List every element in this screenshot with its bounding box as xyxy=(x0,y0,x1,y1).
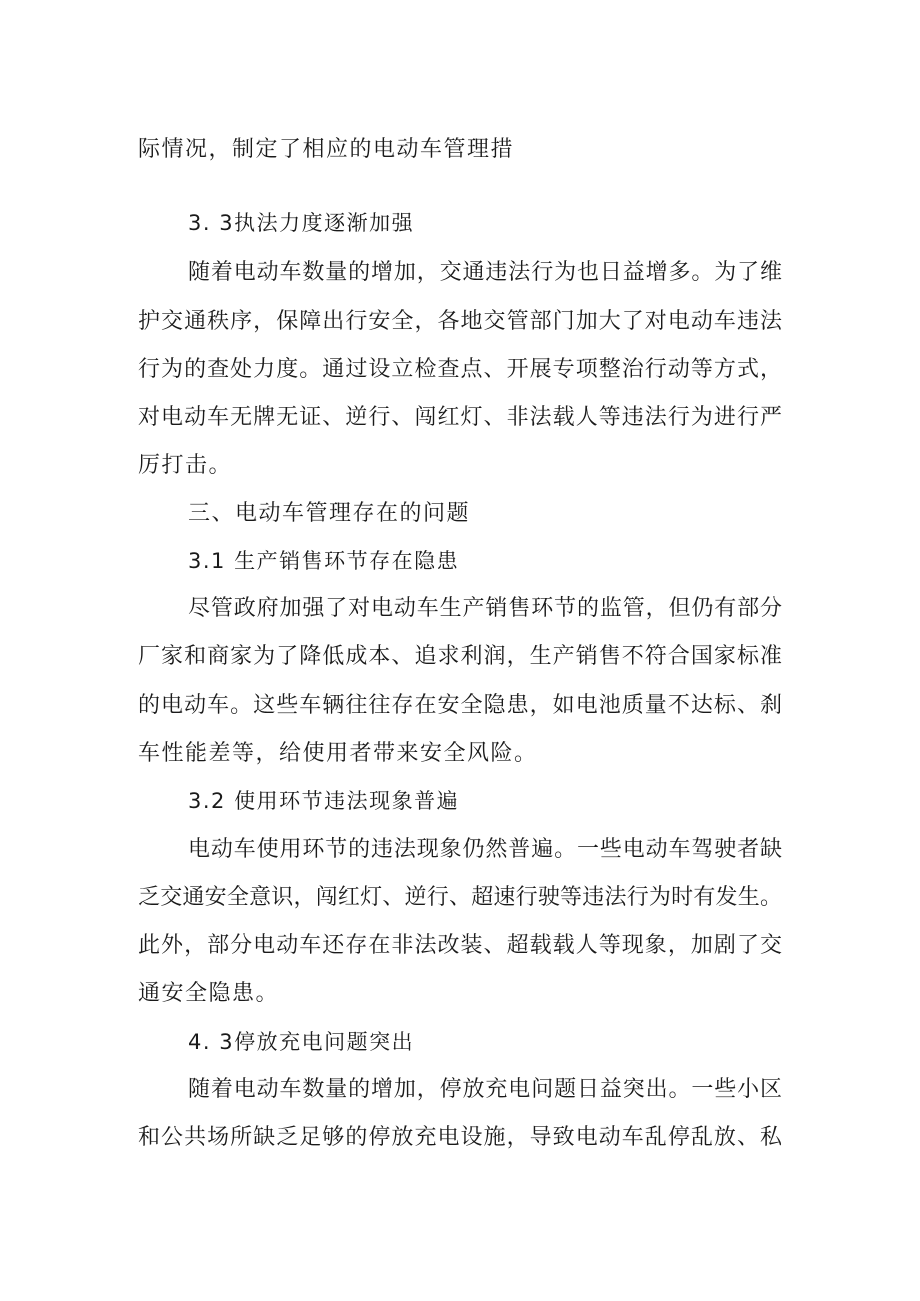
paragraph-line: 厂家和商家为了降低成本、追求利润，生产销售不符合国家标准 xyxy=(138,644,782,669)
paragraph-line: 际情况，制定了相应的电动车管理措 xyxy=(138,137,515,162)
section-heading-3-2: 3.2 使用环节违法现象普遍 xyxy=(188,789,460,813)
paragraph-line: 乏交通安全意识，闯红灯、逆行、超速行驶等违法行为时有发生。 xyxy=(138,885,782,910)
section-heading-3-3: 3. 3执法力度逐渐加强 xyxy=(188,211,415,235)
paragraph-line: 车性能差等，给使用者带来安全风险。 xyxy=(138,741,538,766)
paragraph-line: 随着电动车数量的增加，停放充电问题日益突出。一些小区 xyxy=(188,1077,782,1102)
paragraph-line: 电动车使用环节的违法现象仍然普遍。一些电动车驾驶者缺 xyxy=(188,837,782,862)
paragraph-line: 和公共场所缺乏足够的停放充电设施，导致电动车乱停乱放、私 xyxy=(138,1125,782,1150)
paragraph-line: 护交通秩序，保障出行安全，各地交管部门加大了对电动车违法 xyxy=(138,309,782,334)
section-heading-4-3: 4. 3停放充电问题突出 xyxy=(188,1030,415,1054)
paragraph-line: 对电动车无牌无证、逆行、闯红灯、非法载人等违法行为进行严 xyxy=(138,405,782,430)
chapter-heading: 三、电动车管理存在的问题 xyxy=(188,501,471,526)
paragraph-line: 行为的查处力度。通过设立检查点、开展专项整治行动等方式， xyxy=(138,357,782,382)
paragraph-line: 厉打击。 xyxy=(138,453,233,478)
paragraph-line: 此外，部分电动车还存在非法改装、超载载人等现象，加剧了交 xyxy=(138,933,782,958)
section-heading-3-1: 3.1 生产销售环节存在隐患 xyxy=(188,549,460,573)
paragraph-line: 的电动车。这些车辆往往存在安全隐患，如电池质量不达标、刹 xyxy=(138,693,782,718)
paragraph-line: 尽管政府加强了对电动车生产销售环节的监管，但仍有部分 xyxy=(188,596,782,621)
paragraph-line: 通安全隐患。 xyxy=(138,981,280,1006)
paragraph-line: 随着电动车数量的增加，交通违法行为也日益增多。为了维 xyxy=(188,260,782,285)
